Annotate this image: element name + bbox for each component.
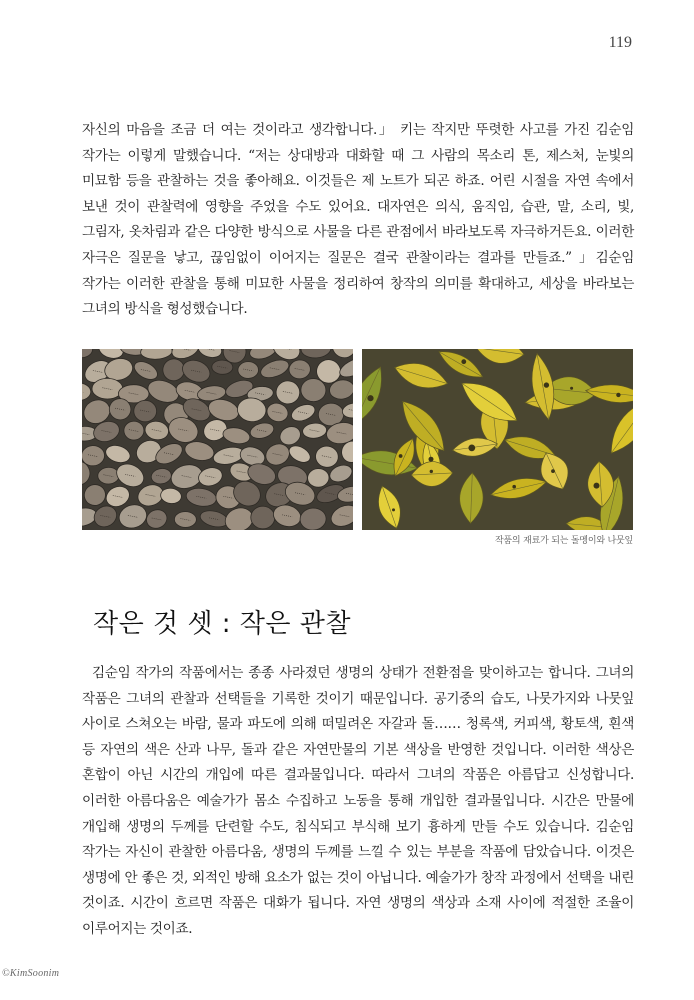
stones-photo <box>82 349 353 530</box>
leaves-photo <box>362 349 633 530</box>
section-heading: 작은 것 셋 : 작은 관찰 <box>93 609 352 639</box>
page-number: 119 <box>608 34 632 51</box>
copyright-watermark: ©KimSoonim <box>2 968 60 979</box>
section-paragraph: 김순임 작가의 작품에서는 종종 사라졌던 생명의 상태가 전환점을 맞이하고는 합니다. 그녀의 작품은 그녀의 관찰과 선택들을 기록한 것이기 때문입니다. 공기중의 습도, 나뭇가지와 나뭇잎 사이로 스쳐오는 바람, 물과 파도에 의해 떠밀려온 자갈과 돌…… 청록색, 커피색, 황토색, 흰색 등 자연의 색은 산과 나무, 돌과 같은 자연만물의 기본 색상을 반영한 것입니다. 이러한 색상은 혼합이 아닌 시간의 개입에 따른 결과물입니다. 따라서 그녀의 작품은 아름답고 신성합니다. 이러한 아름다움은 예술가가 몸소 수집하고 노동을 통해 개입한 결과물입니다. 시간은 만물에 개입해 생명의 두께를 단련할 수도, 침식되고 부식해 보기 흉하게 만들 수도 있습니다. 김순임 작가는 자신이 관찰한 아름다움, 생명의 두께를 느낄 수 있는 부분을 작품에 담았습니다. 이것은 생명에 안 좋은 것, 외적인 방해 요소가 없는 것이 아닙니다. 예술가가 창작 과정에서 선택을 내린 것이죠. 시간이 흐르면 작품은 대화가 됩니다. 자연 생명의 색상과 소재 사이에 적절한 조율이 이루어지는 것이죠. <box>82 665 634 937</box>
intro-paragraph: 자신의 마음을 조금 더 여는 것이라고 생각합니다.」 키는 작지만 뚜렷한 사고를 가진 김순임 작가는 이렇게 말했습니다. “저는 상대방과 대화할 때 그 사람의 목소리 톤, 제스처, 눈빛의 미묘함 등을 관찰하는 것을 좋아해요. 이것들은 제 노트가 되곤 하죠. 어린 시절을 자연 속에서 보낸 것이 관찰력에 영향을 주었을 수도 있어요. 대자연은 의식, 움직임, 습관, 말, 소리, 빛, 그림자, 옷차림과 같은 다양한 방식으로 사물을 다른 관점에서 바라보도록 자극하거든요. 이러한 자극은 질문을 낳고, 끊임없이 이어지는 질문은 결국 관찰이라는 결과를 만들죠.” 」김순임 작가는 이러한 관찰을 통해 미묘한 사물을 정리하여 창작의 의미를 확대하고, 세상을 바라보는 그녀의 방식을 형성했습니다. <box>82 122 634 318</box>
photo-caption: 작품의 재료가 되는 돌멩이와 나뭇잎 <box>494 536 633 546</box>
